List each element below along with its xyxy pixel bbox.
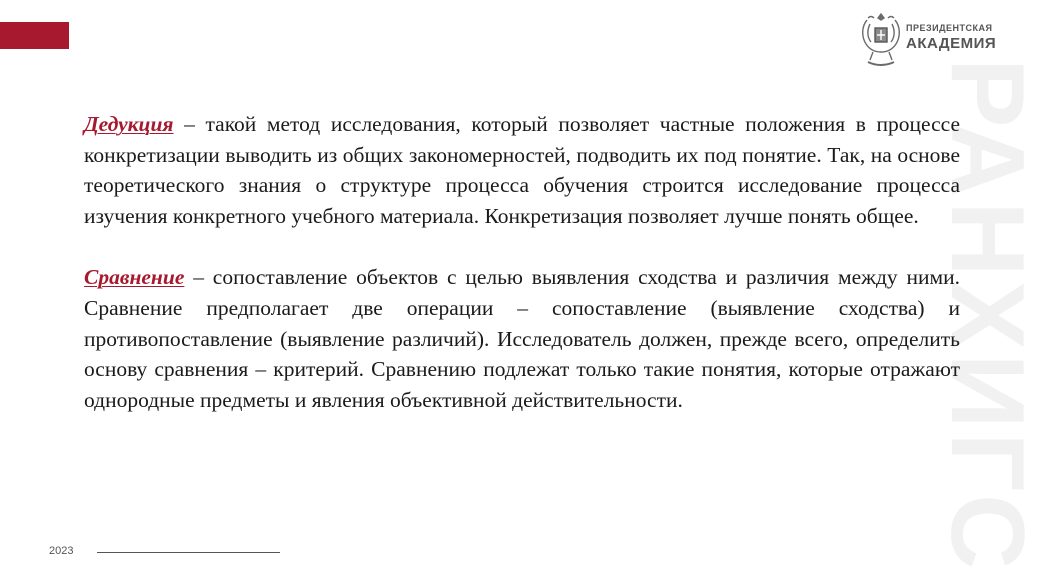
paragraph-deduction [84, 109, 960, 231]
logo-wordmark [906, 24, 996, 51]
term-deduction: Дедукция [84, 112, 174, 136]
definition-comparison: – сопоставление объектов с целью выявления сходства и различия между ними. Сравнение предполагает две операции – сопоставление (выявление сходства) и противопоставление (выявление различий). Исследователь должен, прежде всего, определить основу сравнения – критерий. Сравнению подлежат только такие понятия, которые отражают однородные предметы и явления объективной действительности. [84, 265, 960, 412]
slide-body [84, 109, 960, 415]
footer-divider [97, 552, 280, 553]
logo-line1: ПРЕЗИДЕНТСКАЯ [906, 23, 993, 33]
term-comparison: Сравнение [84, 265, 185, 290]
paragraph-comparison [84, 262, 960, 415]
watermark-text: РАНХИГС [929, 58, 1045, 574]
accent-bar [0, 22, 69, 49]
definition-deduction: – такой метод исследования, который позволяет частные положения в процессе конкретизации выводить из общих закономерностей, подводить их под понятие. Так, на основе теоретического знания о структуре процесса обучения строится исследование процесса изучения конкретного учебного материала. Конкретизация позволяет лучше понять общее. [84, 112, 960, 228]
double-headed-eagle-emblem-icon [858, 10, 904, 68]
footer-year: 2023 [49, 545, 74, 557]
logo-line2: АКАДЕМИЯ [906, 35, 997, 52]
